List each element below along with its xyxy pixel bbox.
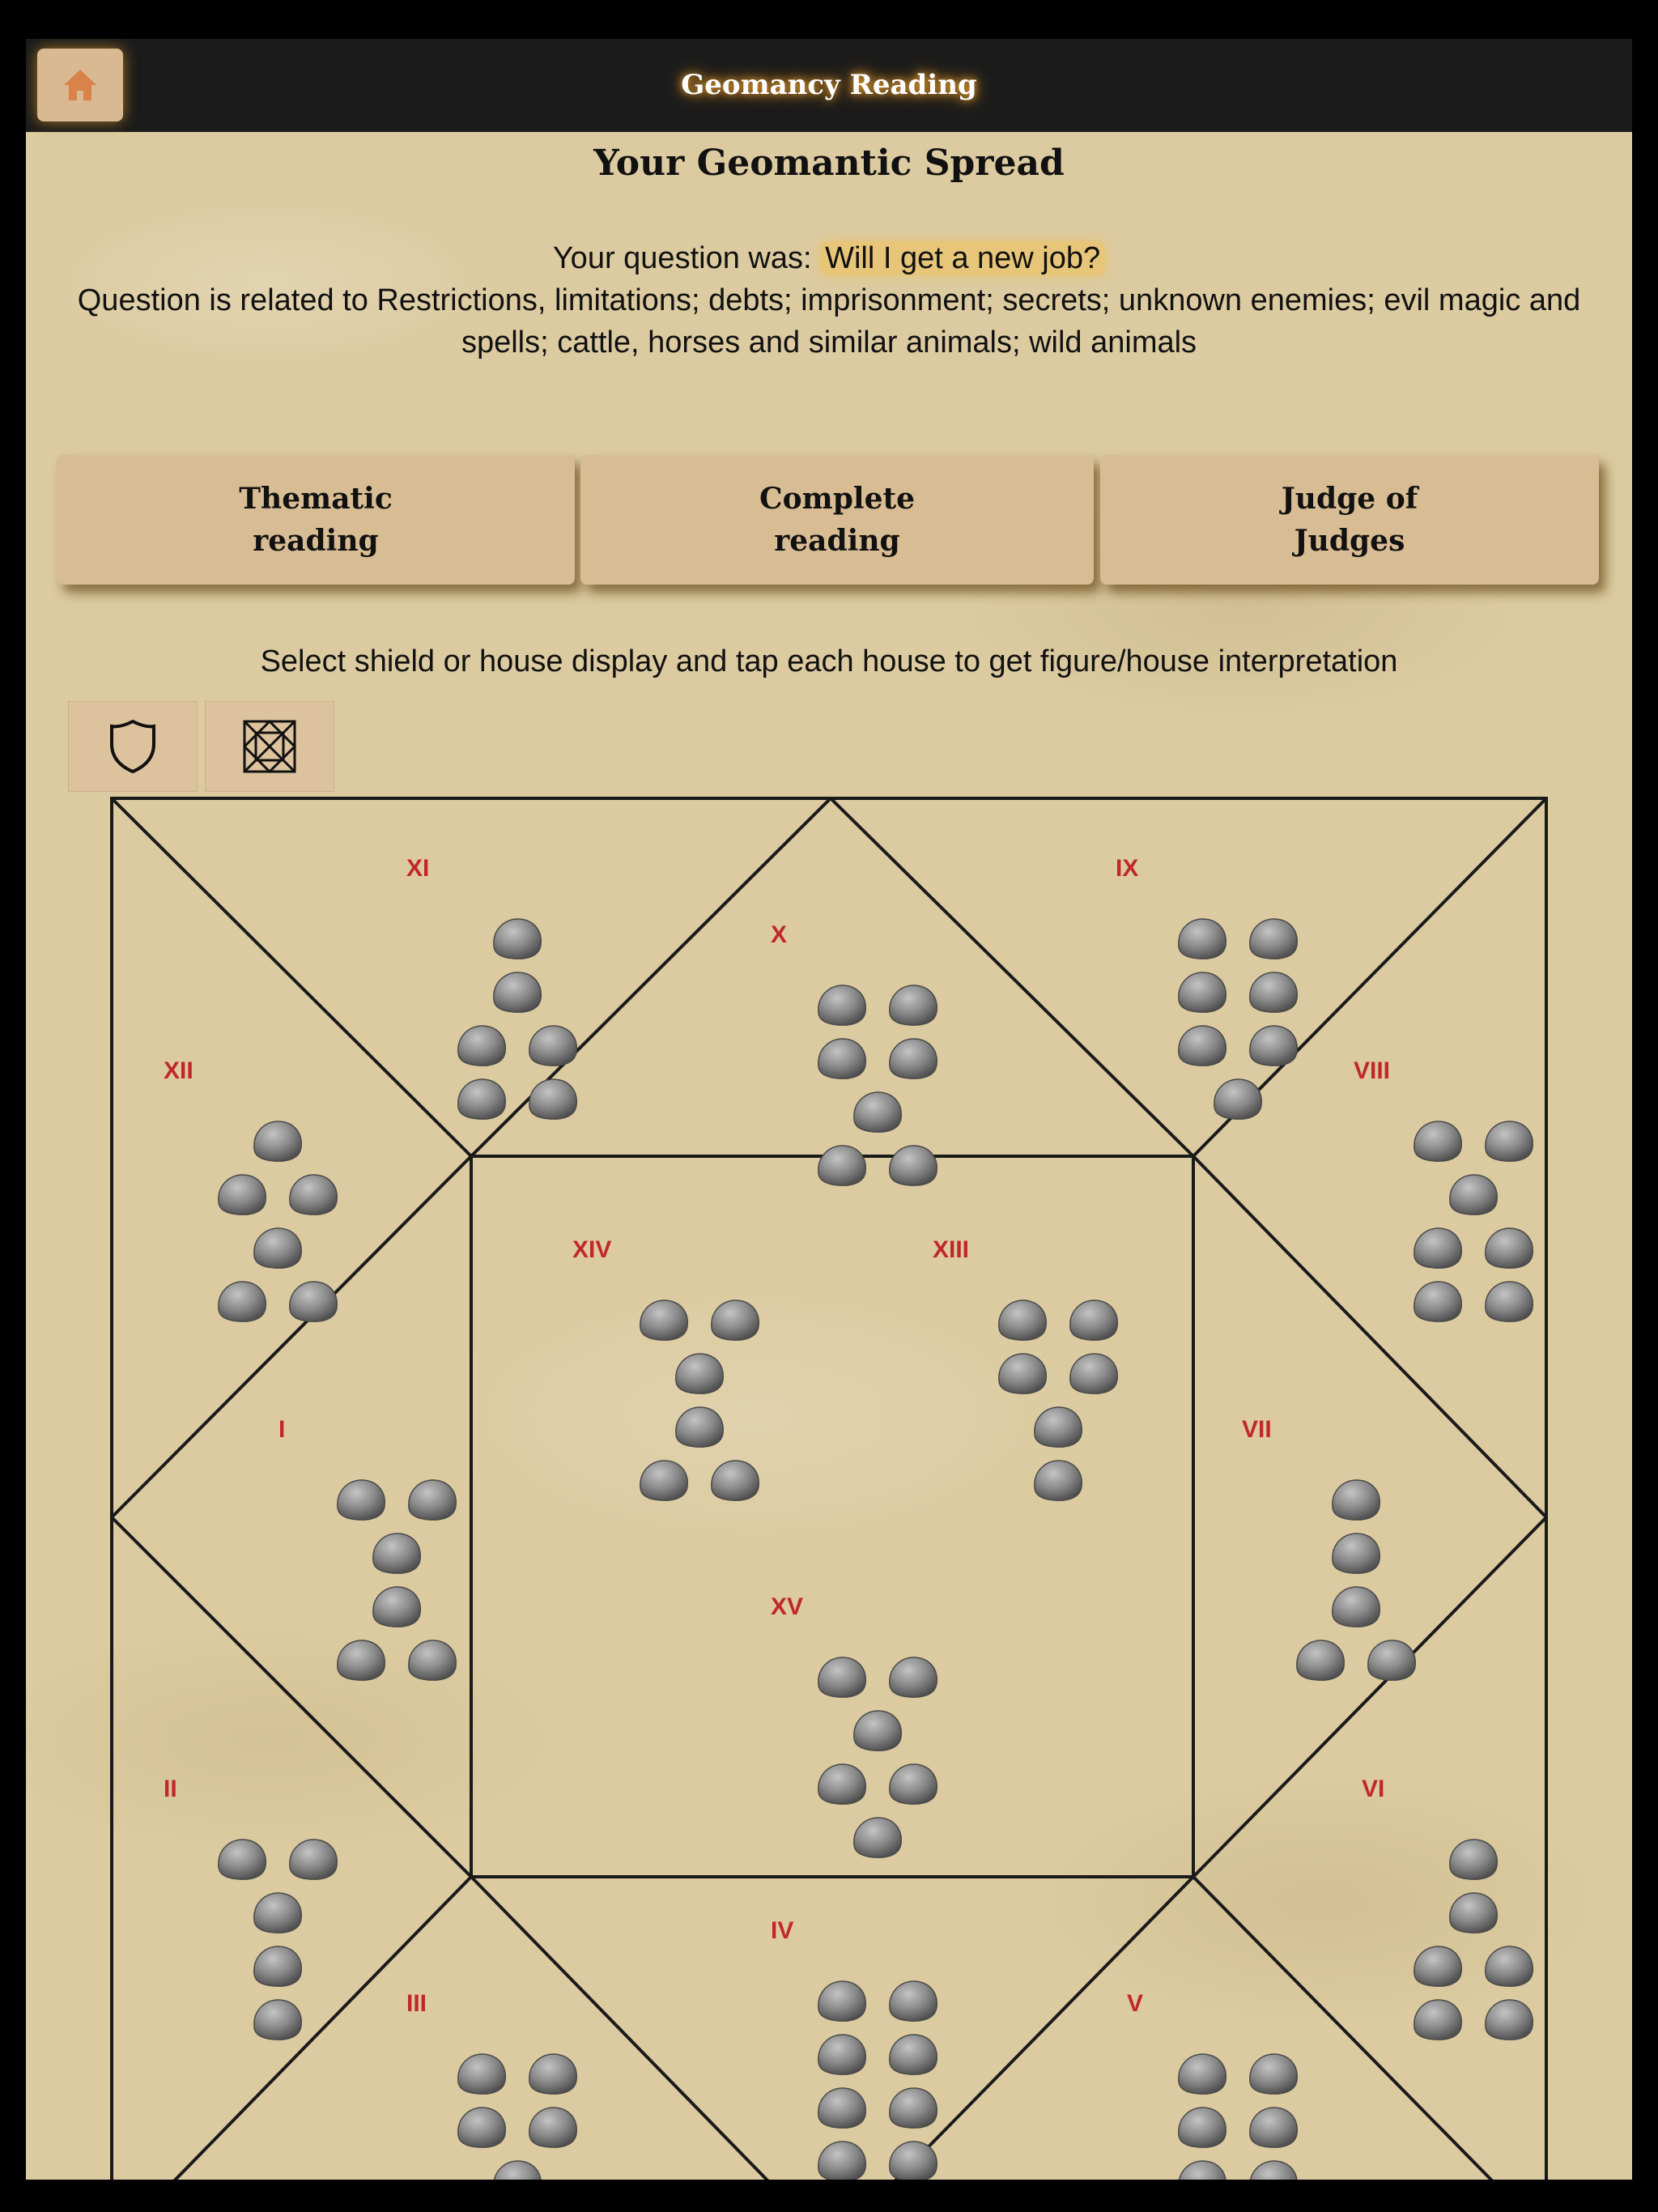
stone-dot <box>818 1764 865 1804</box>
stone-dot <box>818 1146 865 1185</box>
stone-dot <box>338 1480 385 1520</box>
stone-dot <box>529 2054 576 2094</box>
stone-dot <box>818 2088 865 2128</box>
house-iii[interactable] <box>406 1990 576 2180</box>
stone-dot <box>676 1354 723 1393</box>
stone-dot <box>1035 1461 1082 1500</box>
stone-dot <box>854 1092 901 1132</box>
house-numeral: VII <box>1242 1416 1272 1443</box>
question-text: Will I get a new job? <box>820 241 1105 275</box>
stone-dot <box>1035 1407 1082 1447</box>
stone-dot <box>890 2142 937 2180</box>
stone-dot <box>494 2161 541 2180</box>
stone-dot <box>818 1657 865 1697</box>
app-screen <box>26 39 1632 2180</box>
stone-dot <box>373 1587 420 1627</box>
stone-dot <box>1486 1228 1533 1268</box>
stone-dot <box>890 985 937 1025</box>
stone-dot <box>1250 2161 1297 2180</box>
stone-dot <box>1250 2108 1297 2147</box>
judge-of-judges-line1: Judge of <box>1281 482 1418 516</box>
stone-dot <box>818 1039 865 1078</box>
stone-dot <box>409 1480 456 1520</box>
stone-dot <box>890 2035 937 2074</box>
house-xiii[interactable] <box>933 1236 1117 1500</box>
house-chart <box>26 39 1632 2180</box>
stone-dot <box>640 1300 687 1340</box>
judge-of-judges-line2: Judges <box>1294 524 1405 558</box>
house-numeral: XI <box>406 855 430 882</box>
house-numeral: V <box>1127 1990 1144 2017</box>
stone-dot <box>1214 1079 1261 1119</box>
stone-dot <box>1486 1282 1533 1321</box>
stone-dot <box>890 1981 937 2021</box>
stone-dot <box>1486 1121 1533 1161</box>
stone-dot <box>1414 1228 1461 1268</box>
house-numeral: X <box>771 921 788 948</box>
stone-dot <box>1070 1300 1117 1340</box>
house-xi[interactable] <box>406 855 576 1119</box>
stone-dot <box>1414 1946 1461 1986</box>
page-title: Your Geomantic Spread <box>593 143 1065 184</box>
house-iv[interactable] <box>771 1917 937 2180</box>
house-numeral: II <box>164 1776 177 1802</box>
stone-dot <box>890 1039 937 1078</box>
stone-dot <box>1179 972 1226 1012</box>
stone-dot <box>219 1840 266 1879</box>
stone-dot <box>1179 1026 1226 1066</box>
stone-dot <box>890 1146 937 1185</box>
stone-dot <box>1179 2161 1226 2180</box>
house-xii[interactable] <box>164 1057 337 1321</box>
stone-dot <box>818 2035 865 2074</box>
stone-dot <box>1450 1840 1497 1879</box>
house-numeral: IX <box>1116 855 1139 882</box>
stone-dot <box>1250 972 1297 1012</box>
house-vii[interactable] <box>1242 1416 1415 1680</box>
house-vi[interactable] <box>1362 1776 1533 2040</box>
house-numeral: VI <box>1362 1776 1385 1802</box>
stone-dot <box>219 1282 266 1321</box>
stone-dot <box>529 2108 576 2147</box>
house-numeral: VIII <box>1354 1057 1391 1084</box>
complete-reading-line2: reading <box>774 524 900 558</box>
stone-dot <box>290 1840 337 1879</box>
house-numeral: XV <box>771 1593 804 1620</box>
house-numeral: XIII <box>933 1236 970 1263</box>
stone-dot <box>1486 2000 1533 2040</box>
stone-dot <box>712 1300 759 1340</box>
stone-dot <box>676 1407 723 1447</box>
stone-dot <box>890 1657 937 1697</box>
stone-dot <box>458 1026 505 1066</box>
house-x[interactable] <box>771 921 937 1185</box>
stone-dot <box>712 1461 759 1500</box>
stone-dot <box>409 1640 456 1680</box>
stone-dot <box>818 2142 865 2180</box>
stone-dot <box>1179 2054 1226 2094</box>
instructions-text: Select shield or house display and tap each house to get figure/house interpretation <box>260 644 1398 678</box>
stone-dot <box>1414 1282 1461 1321</box>
stone-dot <box>458 2108 505 2147</box>
house-numeral: XII <box>164 1057 193 1084</box>
house-xiv[interactable] <box>572 1236 759 1500</box>
stone-dot <box>1450 1175 1497 1214</box>
complete-reading-line1: Complete <box>759 482 916 516</box>
stone-dot <box>1250 2054 1297 2094</box>
stone-dot <box>373 1534 420 1573</box>
stone-dot <box>1250 919 1297 959</box>
stone-dot <box>219 1175 266 1214</box>
thematic-reading-line1: Thematic <box>239 482 393 516</box>
stone-dot <box>1414 1121 1461 1161</box>
stone-dot <box>1333 1480 1380 1520</box>
stone-dot <box>338 1640 385 1680</box>
house-numeral: III <box>406 1990 427 2017</box>
stone-dot <box>254 1893 301 1933</box>
stone-dot <box>290 1175 337 1214</box>
stone-dot <box>1333 1587 1380 1627</box>
house-numeral: IV <box>771 1917 794 1944</box>
stone-dot <box>458 1079 505 1119</box>
stone-dot <box>1414 2000 1461 2040</box>
stone-dot <box>1179 919 1226 959</box>
app-title: Geomancy Reading <box>681 69 977 101</box>
stone-dot <box>1179 2108 1226 2147</box>
house-xv[interactable] <box>771 1593 937 1857</box>
stone-dot <box>854 1711 901 1750</box>
stone-dot <box>890 2088 937 2128</box>
house-v[interactable] <box>1127 1990 1297 2180</box>
stone-dot <box>1486 1946 1533 1986</box>
stone-dot <box>854 1818 901 1857</box>
house-i[interactable] <box>278 1416 456 1680</box>
stone-dot <box>1333 1534 1380 1573</box>
stone-dot <box>254 1121 301 1161</box>
stone-dot <box>1368 1640 1415 1680</box>
house-viii[interactable] <box>1354 1057 1533 1321</box>
stone-dot <box>999 1300 1046 1340</box>
question-related: Question is related to Restrictions, limitations; debts; imprisonment; secrets; unknown enemies; evil magic and spells; cattle, horses and similar animals; wild animals <box>77 283 1581 359</box>
stone-dot <box>1250 1026 1297 1066</box>
stone-dot <box>640 1461 687 1500</box>
stone-dot <box>529 1079 576 1119</box>
stone-dot <box>999 1354 1046 1393</box>
stone-dot <box>494 919 541 959</box>
question-prefix: Your question was: <box>552 241 821 275</box>
stone-dot <box>1450 1893 1497 1933</box>
house-ii[interactable] <box>164 1776 337 2040</box>
stone-dot <box>818 985 865 1025</box>
stone-dot <box>1297 1640 1344 1680</box>
house-numeral: I <box>278 1416 286 1443</box>
thematic-reading-line2: reading <box>253 524 379 558</box>
stone-dot <box>254 2000 301 2040</box>
stone-dot <box>458 2054 505 2094</box>
stone-dot <box>254 1946 301 1986</box>
stone-dot <box>890 1764 937 1804</box>
stone-dot <box>1070 1354 1117 1393</box>
stone-dot <box>818 1981 865 2021</box>
stone-dot <box>254 1228 301 1268</box>
house-numeral: XIV <box>572 1236 612 1263</box>
stone-dot <box>290 1282 337 1321</box>
stone-dot <box>494 972 541 1012</box>
stone-dot <box>529 1026 576 1066</box>
